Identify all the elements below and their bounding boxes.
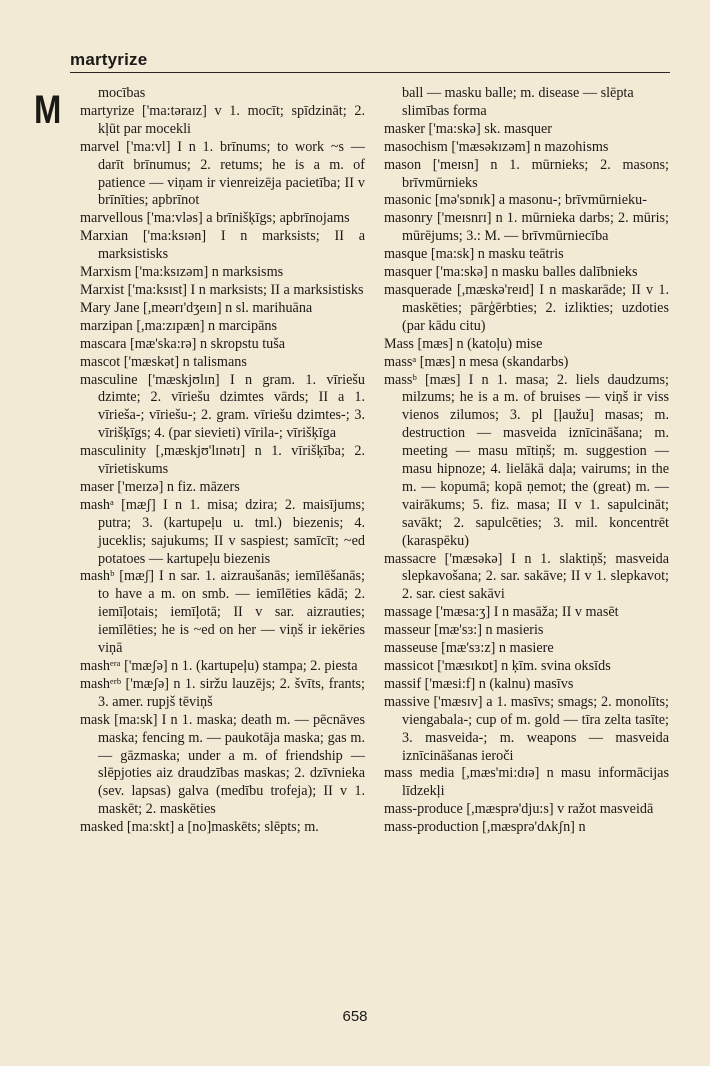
dictionary-entry: massif ['mæsi:f] n (kalnu) masīvs [384, 675, 574, 692]
dictionary-entry: massive ['mæsɪv] a 1. masīvs; smags; 2. monolīts; viengabala-; cup of m. gold — tīra zelta tasīte; 3. masveida-; m. weapons — masveida iznīcināšanas ieroči [384, 693, 669, 764]
dictionary-entry: mocības [98, 85, 146, 101]
dictionary-entry: Marxist ['ma:ksɪst] I n marksists; II a marksistisks [80, 281, 364, 298]
dictionary-entry: mashᵉʳᵃ ['mæʃə] n 1. (kartupeļu) stampa; 2. piesta [80, 658, 358, 674]
dictionary-entry: massᵇ [mæs] I n 1. masa; 2. liels daudzums; milzums; he is a m. of bruises — viņš ir viss vienos zilumos; 3. pl [ļaužu] masas; m. destruction — masveida iznīcināšana; m. meeting — masu mītiņš; m. suggestion — masu hipnoze; 4. lielākā daļa; vairums; in the m. — kopumā; kopā ņemot; the (great) m. — vairākums; 5. fiz. masa; II v 1. sapulcināt; savākt; 2. sapulcēties; 3. mil. koncentrēt (karaspēku) [384, 371, 669, 549]
running-head-word: martyrize [70, 50, 148, 69]
dictionary-entry: mascot ['mæskət] n talismans [80, 353, 247, 370]
dictionary-entry: marzipan [,ma:zɪpæn] n marcipāns [80, 317, 277, 334]
dictionary-entry: mashᵉʳᵇ ['mæʃə] n 1. siržu lauzējs; 2. švīts, frants; 3. amer. rupjš tēviņš [80, 675, 365, 710]
dictionary-entry: masque [ma:sk] n masku teātris [384, 246, 564, 263]
dictionary-entry: massage ['mæsa:ʒ] I n masāža; II v masēt [384, 604, 619, 621]
dictionary-entry: mass media [,mæs'mi:dɪə] n masu informācijas līdzekļi [384, 765, 669, 800]
dictionary-entry: masseuse [mæ'sɜ:z] n masiere [384, 640, 554, 657]
dictionary-entry: masculinity [,mæskjʊ'lɪnətɪ] n 1. vīrišķība; 2. vīrietiskums [80, 443, 365, 478]
dictionary-entry: massacre ['mæsəkə] I n 1. slaktiņš; masveida slepkavošana; 2. sar. sakāve; II v 1. slepkavot; 2. sar. ciest sakāvi [384, 550, 669, 603]
dictionary-entry: mascara [mæ'ska:rə] n skropstu tuša [80, 335, 286, 352]
dictionary-entry: masonry ['meɪsnrɪ] n 1. mūrnieka darbs; 2. mūris; mūrējums; 3.: M. — brīvmūrniecība [384, 210, 669, 245]
dictionary-entry: masochism ['mæsəkɪzəm] n mazohisms [384, 138, 609, 155]
dictionary-entry: mask [ma:sk] I n 1. maska; death m. — pēcnāves maska; fencing m. — paukotāja maska; gas m. — gāzmaska; under a m. of friendship — slēpjoties aiz draudzības maskas; 2. dzīvnieka (sev. lapsas) galva (medību trofeja); II v 1. maskēt; 2. maskēties [80, 711, 365, 818]
dictionary-entry: masonic [mə'sɒnɪk] a masonu-; brīvmūrnieku- [384, 192, 647, 209]
dictionary-entry: massicot ['mæsɪkɒt] n ķīm. svina oksīds [384, 658, 611, 674]
dictionary-entry: masquerade [,mæskə'reɪd] I n maskarāde; II v 1. maskēties; pārģērbties; 2. izlikties; uzdoties (par kādu citu) [384, 281, 669, 334]
letter-tab: M [34, 88, 62, 132]
dictionary-entry: maser ['meɪzə] n fiz. māzers [80, 478, 240, 495]
dictionary-entry: mashᵇ [mæʃ] I n sar. 1. aizraušanās; iemīlēšanās; to have a m. on smb. — iemīlēties kādā; 2. iemīļotais; iemīļotā; II v sar. aizrauties; iemīlēties; he is ~ed on her — viņš ir iekēries viņā [80, 568, 365, 657]
dictionary-entry: massᵃ [mæs] n mesa (skandarbs) [384, 353, 569, 370]
dictionary-entry: masker ['ma:skə] sk. masquer [384, 120, 553, 137]
dictionary-entry: marvel ['ma:vl] I n 1. brīnums; to work ~s — darīt brīnumus; 2. retums; he is a m. of patience — viņam ir vienreizēja pacietība; II v brīnīties; apbrīnot [80, 138, 365, 209]
left-column [80, 85, 365, 837]
running-head [70, 50, 670, 73]
dictionary-entry: Mary Jane [,meərɪ'dʒeɪn] n sl. marihuāna [80, 299, 313, 316]
dictionary-entry: mass-production [,mæsprə'dʌkʃn] n [384, 819, 586, 836]
dictionary-entry: mason ['meɪsn] n 1. mūrnieks; 2. masons; brīvmūrnieks [384, 156, 669, 191]
dictionary-entry: ball — masku balle; m. disease — slēpta slimības forma [402, 85, 634, 119]
dictionary-entry: Marxian ['ma:ksɪən] I n marksists; II a marksistisks [80, 228, 365, 263]
right-column [384, 85, 669, 837]
page-number: 658 [342, 1008, 368, 1025]
dictionary-entry: masked [ma:skt] a [no]maskēts; slēpts; m. [80, 819, 319, 836]
dictionary-entry: marvellous ['ma:vləs] a brīnišķīgs; apbrīnojams [80, 210, 350, 227]
dictionary-entry: mass-produce [,mæsprə'dju:s] v ražot masveidā [384, 801, 654, 818]
dictionary-entry: masquer ['ma:skə] n masku balles dalībnieks [384, 264, 638, 281]
dictionary-entry: mashᵃ [mæʃ] I n 1. misa; dzira; 2. maisījums; putra; 3. (kartupeļu u. tml.) biezenis; 4. juceklis; sajukums; II v saspiest; samīcīt; ~ed potatoes — kartupeļu biezenis [80, 496, 365, 567]
dictionary-entry: masseur [mæ'sɜ:] n masieris [384, 622, 544, 639]
dictionary-entry: Mass [mæs] n (katoļu) mise [384, 335, 543, 352]
dictionary-entry: martyrize ['ma:təraɪz] v 1. mocīt; spīdzināt; 2. kļūt par mocekli [80, 102, 365, 137]
dictionary-entry: masculine ['mæskjʊlɪn] I n gram. 1. vīriešu dzimte; 2. vīriešu dzimtes vārds; II a 1. vīriešа-; vīriešu-; 2. gram. vīriešu dzimtes-; 3. vīrišķīgs; 4. (par sievieti) vīrila-; vīrišķīga [80, 371, 365, 442]
dictionary-entry: Marxism ['ma:ksɪzəm] n marksisms [80, 264, 284, 281]
